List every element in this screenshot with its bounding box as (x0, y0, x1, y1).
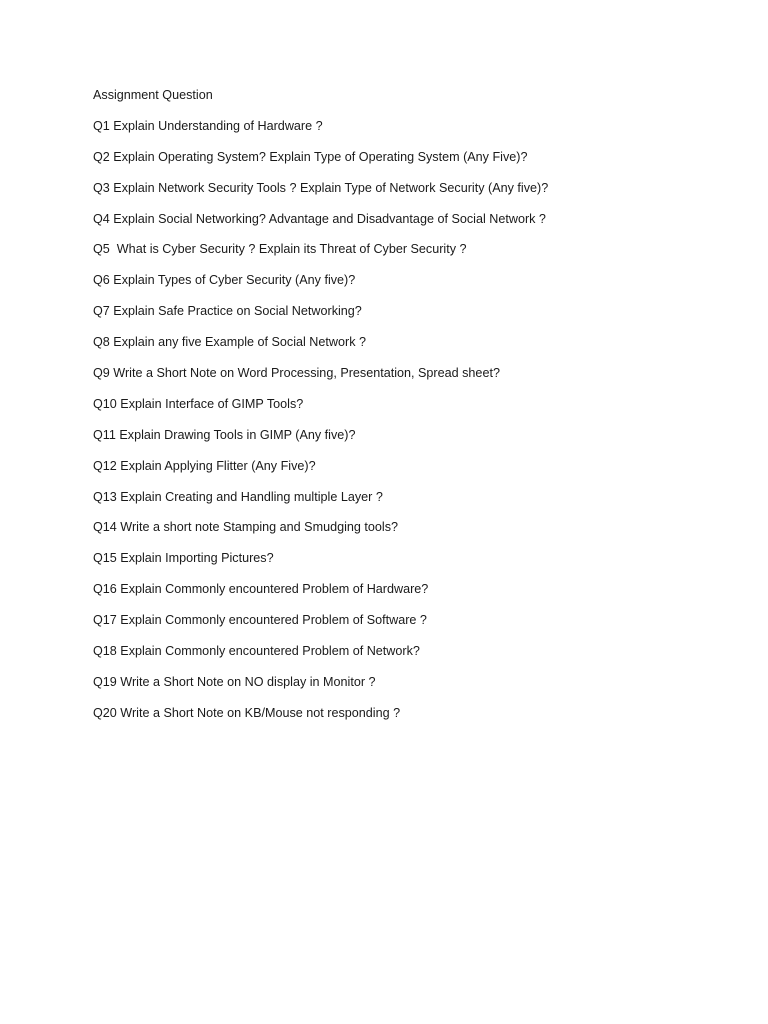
question-5: Q5 What is Cyber Security ? Explain its Threat of Cyber Security ? (93, 242, 467, 257)
document-title: Assignment Question (93, 88, 213, 102)
question-3: Q3 Explain Network Security Tools ? Explain Type of Network Security (Any five)? (93, 180, 549, 195)
question-19: Q19 Write a Short Note on NO display in Monitor ? (93, 674, 376, 689)
question-2: Q2 Explain Operating System? Explain Type of Operating System (Any Five)? (93, 149, 528, 164)
question-18: Q18 Explain Commonly encountered Problem of Network? (93, 644, 420, 659)
question-6: Q6 Explain Types of Cyber Security (Any five)? (93, 273, 356, 288)
question-9: Q9 Write a Short Note on Word Processing, Presentation, Spread sheet? (93, 366, 500, 381)
question-17: Q17 Explain Commonly encountered Problem of Software ? (93, 613, 427, 628)
question-20: Q20 Write a Short Note on KB/Mouse not responding ? (93, 705, 401, 720)
document-body (93, 86, 733, 735)
question-4: Q4 Explain Social Networking? Advantage and Disadvantage of Social Network ? (93, 211, 546, 226)
question-13: Q13 Explain Creating and Handling multiple Layer ? (93, 489, 383, 504)
question-7: Q7 Explain Safe Practice on Social Networking? (93, 304, 362, 319)
question-12: Q12 Explain Applying Flitter (Any Five)? (93, 458, 316, 473)
question-15: Q15 Explain Importing Pictures? (93, 551, 274, 566)
question-10: Q10 Explain Interface of GIMP Tools? (93, 396, 304, 411)
question-1: Q1 Explain Understanding of Hardware ? (93, 118, 323, 133)
question-8: Q8 Explain any five Example of Social Network ? (93, 335, 366, 350)
question-14: Q14 Write a short note Stamping and Smudging tools? (93, 520, 398, 535)
question-11: Q11 Explain Drawing Tools in GIMP (Any five)? (93, 427, 356, 442)
question-16: Q16 Explain Commonly encountered Problem of Hardware? (93, 582, 429, 597)
